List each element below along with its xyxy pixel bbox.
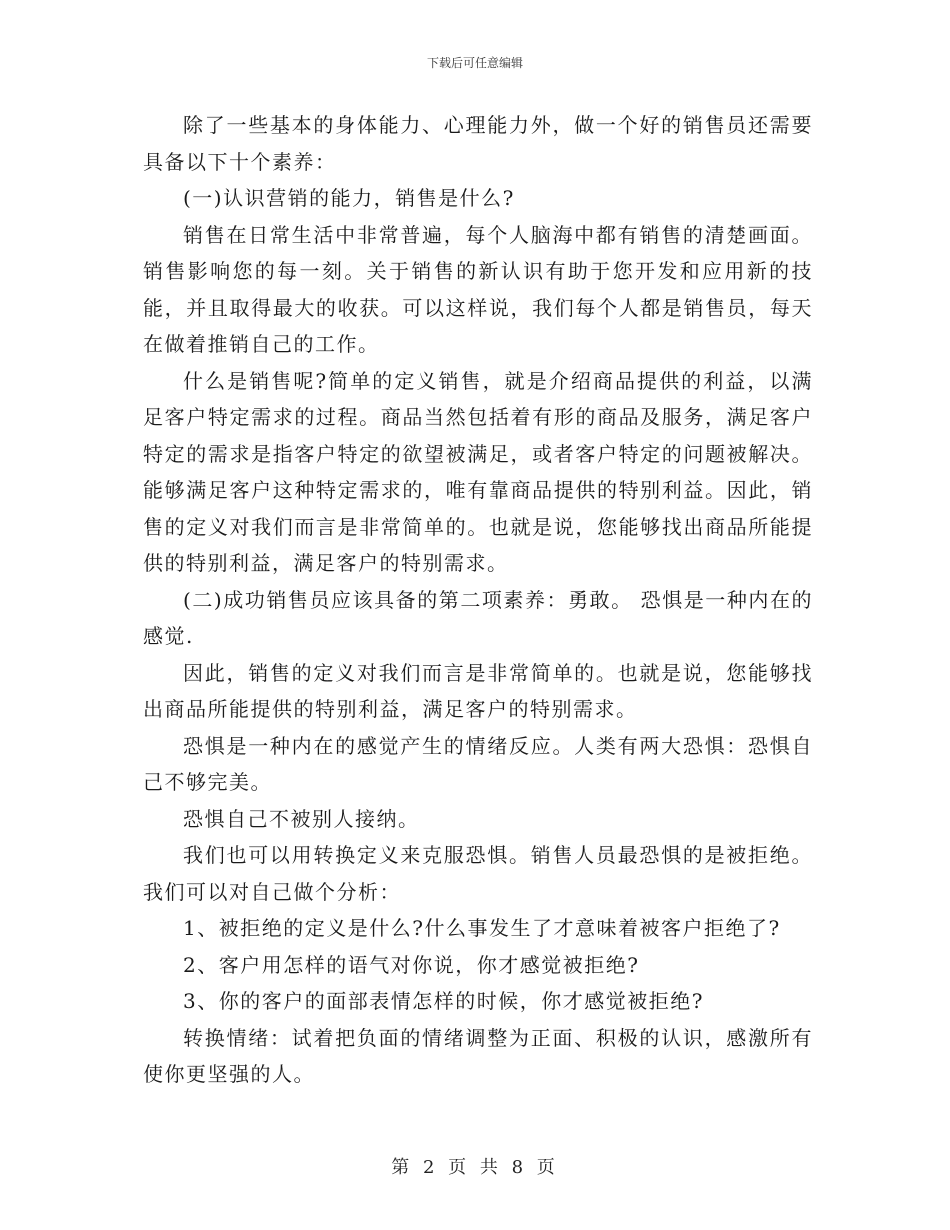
paragraph: 恐惧是一种内在的感觉产生的情绪反应。人类有两大恐惧：恐惧自己不够完美。 <box>143 733 813 794</box>
document-body <box>143 107 813 1093</box>
page-header: 下载后可任意编辑 <box>426 56 523 70</box>
paragraph: 销售在日常生活中非常普遍，每个人脑海中都有销售的清楚画面。销售影响您的每一刻。关于销售的新认识有助于您开发和应用新的技能，并且取得最大的收获。可以这样说，我们每个人都是销售员，每天在做着推销自己的工作。 <box>143 222 813 356</box>
paragraph: 什么是销售呢?简单的定义销售，就是介绍商品提供的利益，以满足客户特定需求的过程。商品当然包括着有形的商品及服务，满足客户特定的需求是指客户特定的欲望被满足，或者客户特定的问题被解决。能够满足客户这种特定需求的，唯有靠商品提供的特别利益。因此，销售的定义对我们而言是非常简单的。也就是说，您能够找出商品所能提供的特别利益，满足客户的特别需求。 <box>143 368 813 575</box>
paragraph: 转换情绪：试着把负面的情绪调整为正面、积极的认识，感激所有使你更坚强的人。 <box>143 1025 813 1086</box>
paragraph: 我们也可以用转换定义来克服恐惧。销售人员最恐惧的是被拒绝。我们可以对自己做个分析： <box>143 843 813 904</box>
page-number-footer: 第 2 页 共 8 页 <box>391 1157 559 1178</box>
paragraph: 3、你的客户的面部表情怎样的时候，你才感觉被拒绝? <box>183 989 704 1013</box>
paragraph: (二)成功销售员应该具备的第二项素养：勇敢。 恐惧是一种内在的感觉. <box>143 587 813 648</box>
paragraph: (一)认识营销的能力，销售是什么? <box>183 186 515 210</box>
paragraph: 因此，销售的定义对我们而言是非常简单的。也就是说，您能够找出商品所能提供的特别利益，满足客户的特别需求。 <box>143 660 813 721</box>
paragraph: 除了一些基本的身体能力、心理能力外，做一个好的销售员还需要具备以下十个素养： <box>143 113 813 174</box>
paragraph: 恐惧自己不被别人接纳。 <box>183 806 420 831</box>
paragraph: 1、被拒绝的定义是什么?什么事发生了才意味着被客户拒绝了? <box>183 916 781 940</box>
paragraph: 2、客户用怎样的语气对你说，你才感觉被拒绝? <box>183 952 640 977</box>
